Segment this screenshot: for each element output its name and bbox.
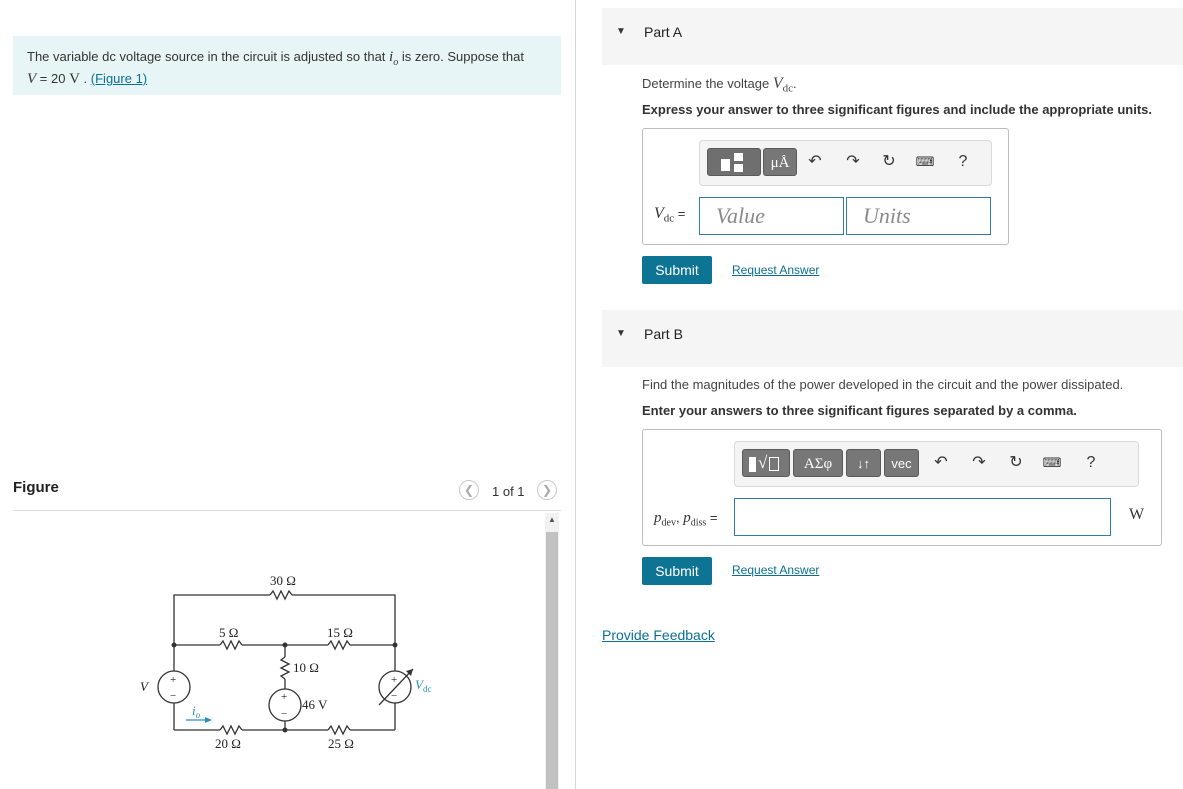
caret-down-icon: ▼ (616, 26, 626, 37)
part-a-header[interactable] (602, 8, 1183, 65)
figure-link[interactable]: (Figure 1) (90, 71, 148, 86)
io-label: $i_o$ (192, 703, 201, 720)
part-b-label: $p_{dev}$, $p_{diss}$ = (654, 510, 718, 529)
figure-scroll-thumb[interactable] (546, 532, 558, 789)
r20-label: 20 Ω (215, 736, 241, 751)
redo-icon[interactable]: ↷ (846, 153, 860, 170)
undo-icon[interactable]: ↶ (808, 153, 822, 170)
reset-icon[interactable]: ↻ (882, 153, 896, 170)
circuit-diagram (130, 565, 450, 765)
units-button[interactable]: μÅ (763, 148, 797, 176)
part-a-instruction: Express your answer to three significant figures and include the appropriate units. (642, 102, 1152, 117)
figure-pager-label: 1 of 1 (492, 484, 525, 499)
sqrt-template-icon: √ (749, 454, 783, 474)
subscript-superscript-button[interactable]: ↓↑ (846, 449, 881, 477)
part-b-unit: W (1129, 506, 1145, 523)
part-a-submit-button[interactable]: Submit (642, 256, 712, 284)
part-b-title: Part B (644, 326, 683, 342)
left-source-minus: − (170, 690, 177, 702)
help-button[interactable]: ? (958, 153, 968, 170)
templates-button[interactable] (707, 148, 761, 176)
reset-icon[interactable]: ↻ (1009, 454, 1023, 471)
units-input[interactable]: Units (846, 197, 991, 235)
vector-button[interactable]: vec (884, 449, 919, 477)
problem-text-1: The variable dc voltage source in the circuit is adjusted so that (27, 49, 386, 64)
part-a-answer-box (642, 128, 1009, 245)
part-b-submit-button[interactable]: Submit (642, 557, 712, 585)
part-b-header[interactable] (602, 310, 1183, 367)
keyboard-icon[interactable]: ⌨ (915, 154, 935, 169)
part-b-instruction: Enter your answers to three significant figures separated by a comma. (642, 403, 1077, 418)
r10-label: 10 Ω (293, 660, 319, 675)
mid-source-plus: + (281, 691, 288, 703)
v-source-label: V (140, 679, 148, 694)
r25-label: 25 Ω (328, 736, 354, 751)
r15-label: 15 Ω (327, 625, 353, 640)
part-b-toolbar (734, 441, 1139, 487)
chevron-right-icon: ❯ (541, 483, 553, 497)
v-value: = 20 (39, 71, 66, 86)
part-a-label: $V_{dc}$ = (654, 205, 686, 225)
redo-icon[interactable]: ↷ (972, 454, 986, 471)
chevron-left-icon: ❮ (463, 483, 475, 497)
mid-source-minus: − (281, 708, 288, 720)
figure-prev-button[interactable] (459, 480, 479, 500)
problem-statement: The variable dc voltage source in the circuit is adjusted so that $i_o$ is zero. Suppose that V = 20 V . (Figure 1) (13, 36, 561, 95)
right-source-plus: + (391, 674, 398, 686)
right-source-minus: − (391, 690, 398, 702)
v-unit: V (69, 71, 80, 87)
undo-icon[interactable]: ↶ (934, 454, 948, 471)
keyboard-icon[interactable]: ⌨ (1042, 455, 1062, 470)
panel-divider (575, 0, 576, 789)
scroll-up-arrow-icon[interactable]: ▲ (548, 515, 556, 524)
value-input[interactable]: Value (699, 197, 844, 235)
part-b-answer-box (642, 429, 1162, 546)
part-a-request-answer-link[interactable]: Request Answer (732, 263, 820, 277)
part-a-title: Part A (644, 24, 683, 40)
io-symbol: $i_o$ (389, 49, 399, 68)
part-a-toolbar (699, 140, 992, 186)
r30-label: 30 Ω (270, 573, 296, 588)
provide-feedback-link[interactable]: Provide Feedback (602, 627, 715, 643)
template-icon (721, 153, 747, 173)
figure-title: Figure (13, 479, 59, 496)
help-button[interactable]: ? (1086, 454, 1096, 471)
figure-divider (13, 510, 561, 511)
part-b-request-answer-link[interactable]: Request Answer (732, 563, 820, 577)
v-symbol: V (27, 71, 37, 87)
current-arrow-icon (205, 717, 212, 723)
templates-button[interactable] (742, 449, 790, 477)
vdc-label: $V_{dc}$ (415, 677, 432, 694)
part-b-prompt: Find the magnitudes of the power developed in the circuit and the power dissipated. (642, 377, 1124, 392)
problem-text-2: is zero. Suppose that (401, 49, 524, 64)
caret-down-icon: ▼ (616, 328, 626, 339)
power-input[interactable] (734, 498, 1111, 536)
greek-symbols-button[interactable]: ΑΣφ (793, 449, 843, 477)
left-source-plus: + (170, 674, 177, 686)
r5-label: 5 Ω (219, 625, 239, 640)
v46-label: 46 V (302, 697, 328, 712)
part-a-prompt: Determine the voltage $V_{dc}$. (642, 75, 797, 95)
figure-next-button[interactable] (537, 480, 557, 500)
